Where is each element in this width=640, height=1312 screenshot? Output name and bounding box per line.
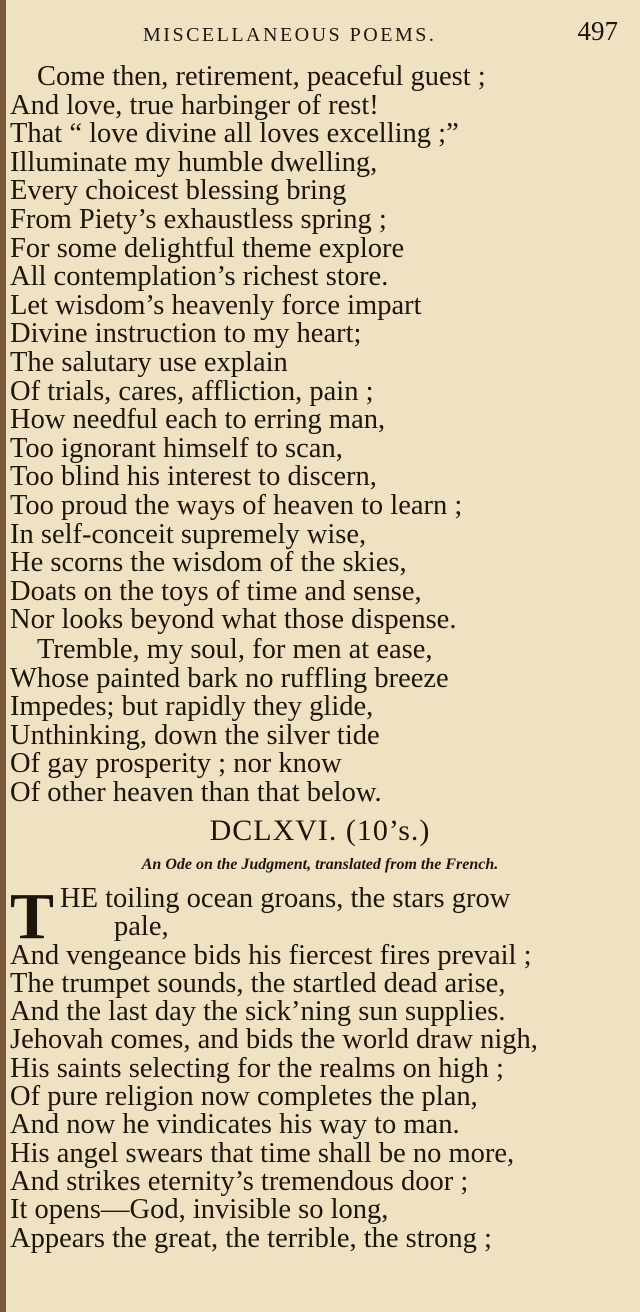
ode-text xyxy=(10,880,635,1254)
poem-line: The salutary use explain xyxy=(10,346,288,378)
ode-first-line-text: HE toiling ocean groans, the stars grow xyxy=(60,883,511,914)
hymn-subtitle: An Ode on the Judgment, translated from the French. xyxy=(141,856,499,873)
poem-line: The trumpet sounds, the startled dead arise, xyxy=(10,967,506,999)
poem-line: Every choicest blessing bring xyxy=(10,175,347,207)
poem-line: In self-conceit supremely wise, xyxy=(10,518,367,550)
poem-line: Jehovah comes, and bids the world draw nigh, xyxy=(10,1024,538,1056)
poem-line: Impedes; but rapidly they glide, xyxy=(10,691,374,723)
poem-stanza-2 xyxy=(10,636,635,808)
binding-edge xyxy=(0,0,6,1312)
poem-line: From Piety’s exhaustless spring ; xyxy=(10,203,387,235)
poem-line: Of trials, cares, affliction, pain ; xyxy=(10,375,374,407)
poem-line: Let wisdom’s heavenly force impart xyxy=(10,289,422,321)
poem-line: It opens—God, invisible so long, xyxy=(10,1194,389,1226)
poem-line: Too ignorant himself to scan, xyxy=(10,432,343,464)
page-number: 497 xyxy=(577,16,618,46)
poem-line: His saints selecting for the realms on high ; xyxy=(10,1052,504,1084)
poem-line: Of gay prosperity ; nor know xyxy=(10,748,342,780)
poem-line: Doats on the toys of time and sense, xyxy=(10,575,422,607)
poem-stanza-1 xyxy=(10,63,635,635)
running-head: MISCELLANEOUS POEMS. xyxy=(143,24,437,46)
poem-line: His angel swears that time shall be no more, xyxy=(10,1137,515,1169)
poem-line: Too blind his interest to discern, xyxy=(10,461,377,493)
poem-line: Illuminate my humble dwelling, xyxy=(10,146,378,178)
poem-line: All contemplation’s richest store. xyxy=(10,261,389,293)
poem-line: Too proud the ways of heaven to learn ; xyxy=(10,489,463,521)
poem-line: And the last day the sick’ning sun supplies. xyxy=(10,996,506,1028)
poem-line: Nor looks beyond what those dispense. xyxy=(10,604,457,636)
poem-line: And now he vindicates his way to man. xyxy=(10,1109,460,1141)
drop-cap-letter: T xyxy=(10,880,55,953)
poem-line: Of pure religion now completes the plan, xyxy=(10,1081,478,1113)
poem-line: For some delightful theme explore xyxy=(10,232,405,264)
poem-line: And vengeance bids his fiercest fires prevail ; xyxy=(10,939,532,971)
poem-line: Come then, retirement, peaceful guest ; xyxy=(37,61,486,92)
poem-line: How needful each to erring man, xyxy=(10,404,386,436)
poem-line: Of other heaven than that below. xyxy=(10,776,382,808)
poem-line: Appears the great, the terrible, the strong ; xyxy=(10,1222,492,1254)
page-header xyxy=(0,14,640,54)
poem-line: That “ love divine all loves excelling ;” xyxy=(10,118,459,150)
ode-first-line-continuation: pale, xyxy=(114,911,169,943)
poem-line: He scorns the wisdom of the skies, xyxy=(10,547,407,579)
poem-line: Divine instruction to my heart; xyxy=(10,318,362,350)
poem-line: And strikes eternity’s tremendous door ; xyxy=(10,1165,469,1197)
ode-first-line xyxy=(10,885,635,913)
poem-line: Unthinking, down the silver tide xyxy=(10,719,380,751)
poem-line: And love, true harbinger of rest! xyxy=(10,89,379,121)
poem-line: Whose painted bark no ruffling breeze xyxy=(10,662,449,694)
poem-line: Tremble, my soul, for men at ease, xyxy=(37,634,433,665)
hymn-number-heading: DCLXVI. (10’s.) xyxy=(209,814,431,847)
